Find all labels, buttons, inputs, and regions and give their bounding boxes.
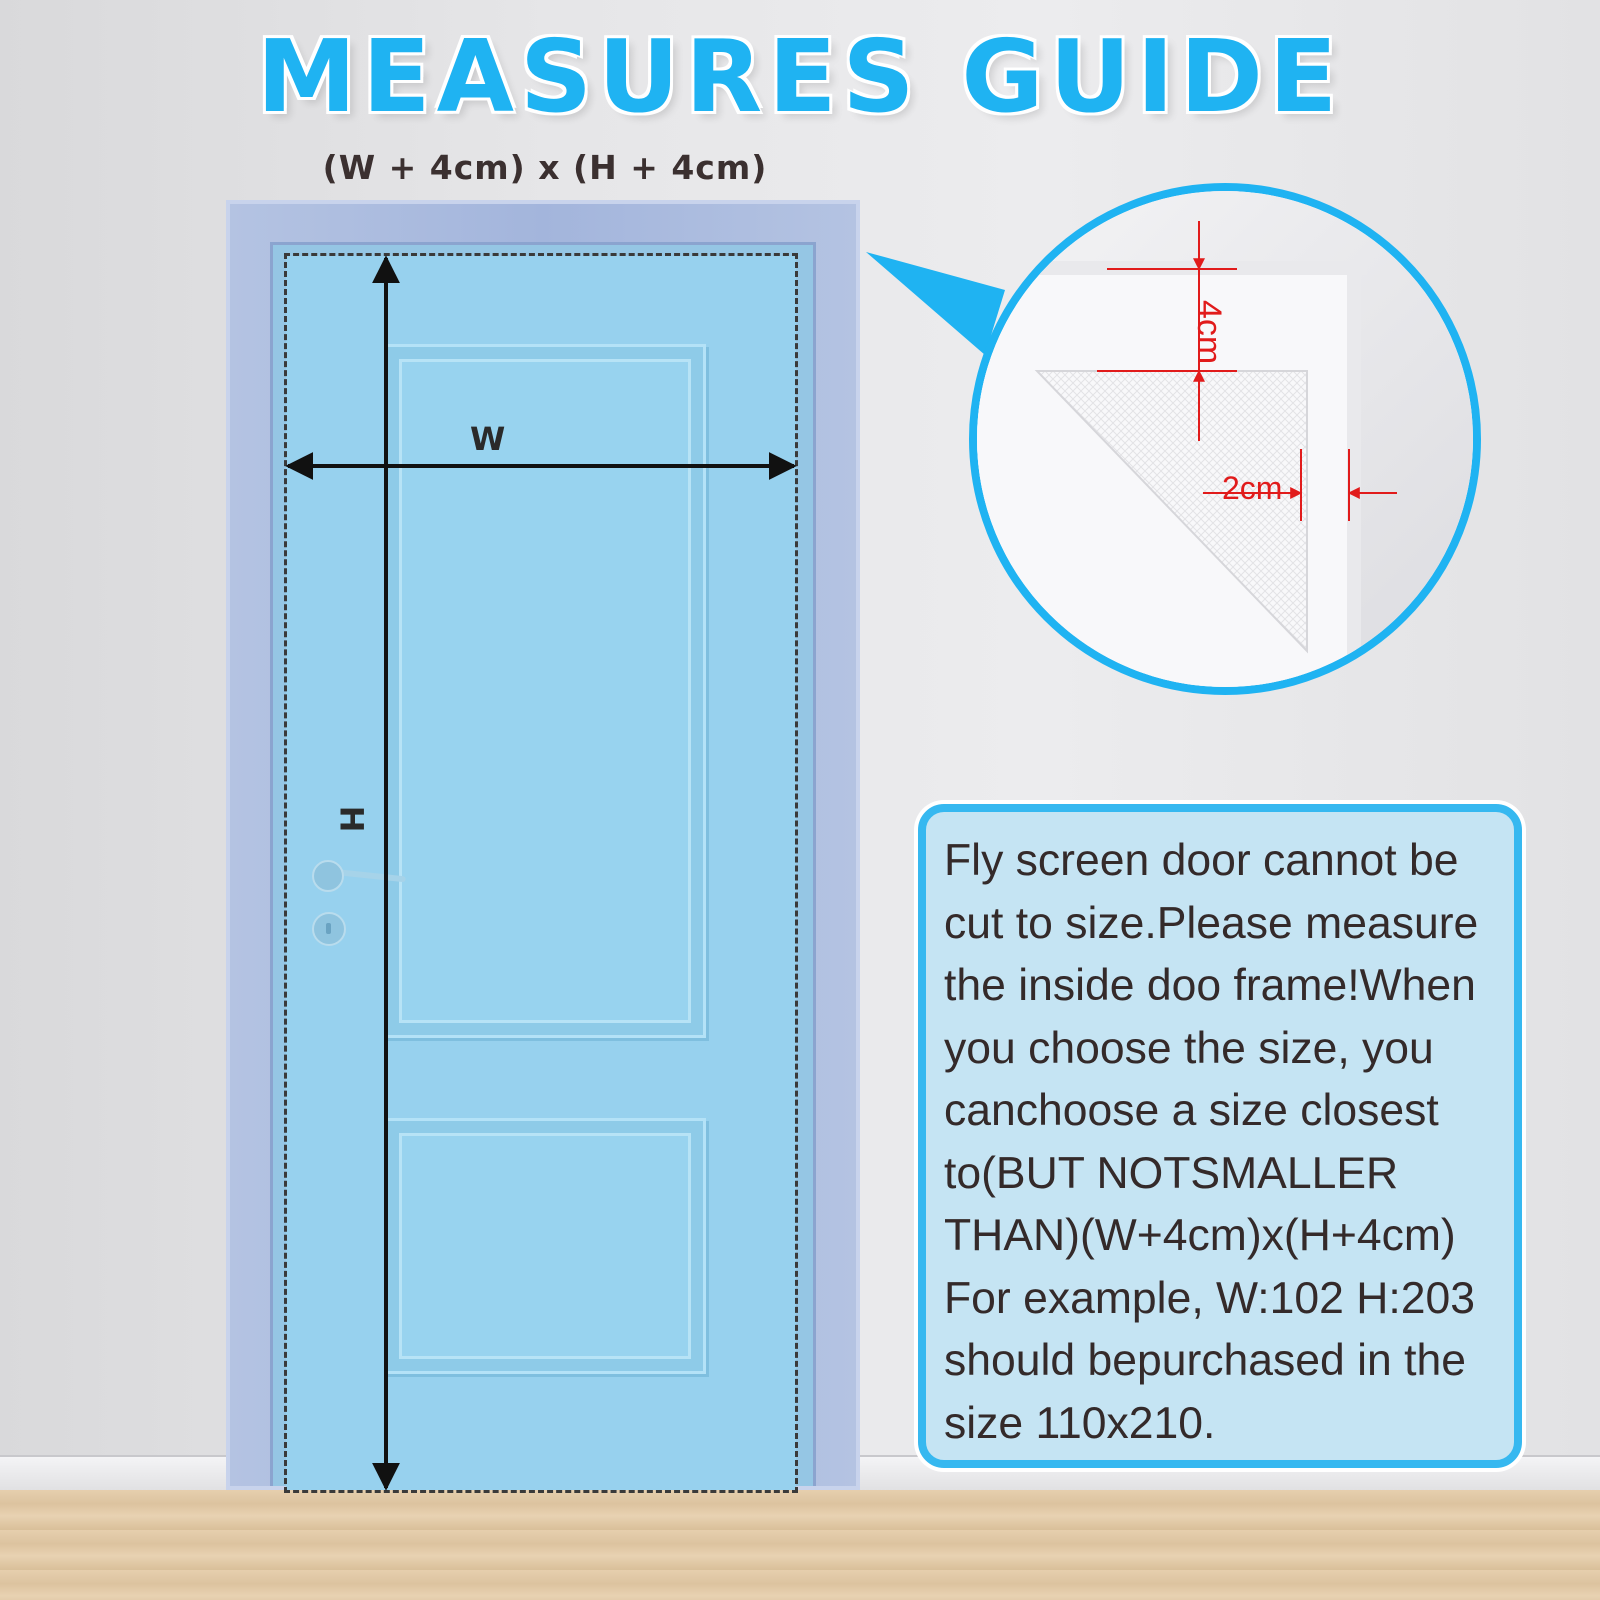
zoom-pointer	[866, 252, 1005, 355]
zoom-detail-circle	[969, 183, 1481, 695]
instruction-text: Fly screen door cannot be cut to size.Please measure the inside doo frame!When you choose the size, you canchoose a size closest to(BUT NOTSMALLER THAN)(W+4cm)x(H+4cm) For example, W:102 H:203 should bepurchased in the size 110x210.	[944, 836, 1479, 1448]
width-label: W	[470, 420, 506, 458]
zoom-detail-illustration	[977, 191, 1473, 687]
page-title: MEASURES GUIDE	[256, 18, 1344, 135]
size-formula: (W + 4cm) x (H + 4cm)	[322, 148, 768, 187]
top-offset-label: 4cm	[1190, 300, 1228, 365]
side-offset-label: 2cm	[1222, 470, 1283, 506]
height-label: H	[332, 805, 371, 833]
